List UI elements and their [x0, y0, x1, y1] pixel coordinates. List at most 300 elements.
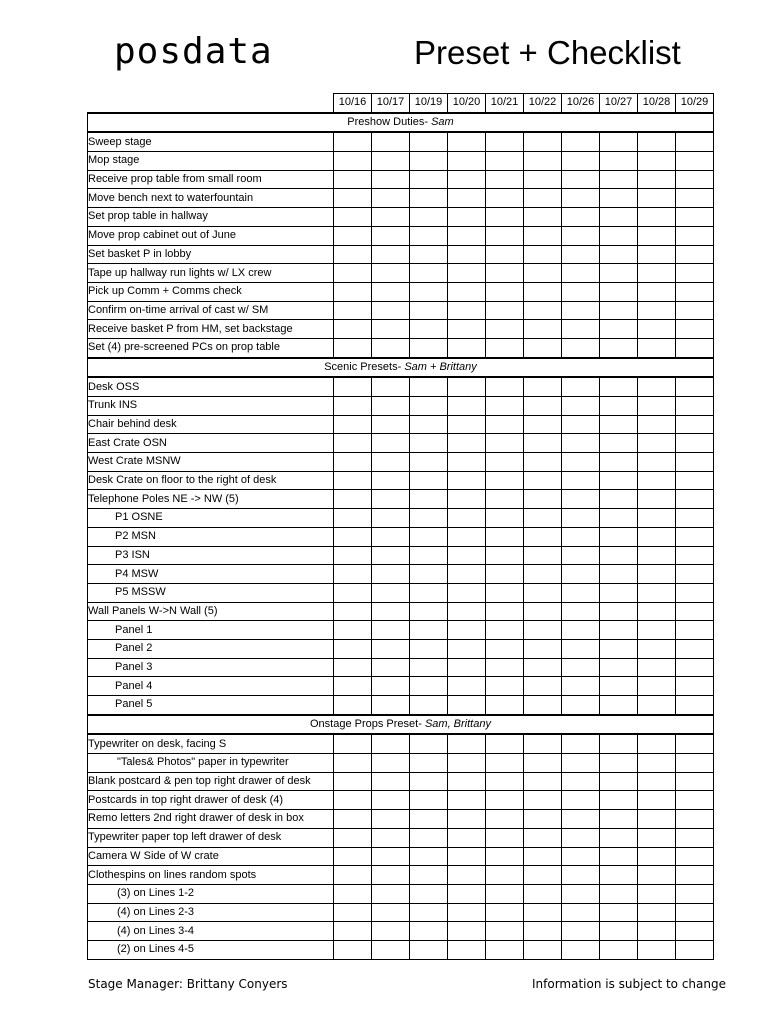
check-cell[interactable]: [372, 338, 410, 357]
check-cell[interactable]: [448, 677, 486, 696]
check-cell[interactable]: [676, 884, 714, 903]
check-cell[interactable]: [600, 226, 638, 245]
check-cell[interactable]: [334, 772, 372, 791]
check-cell[interactable]: [448, 282, 486, 301]
check-cell[interactable]: [676, 772, 714, 791]
check-cell[interactable]: [638, 546, 676, 565]
check-cell[interactable]: [372, 189, 410, 208]
check-cell[interactable]: [334, 565, 372, 584]
check-cell[interactable]: [524, 734, 562, 753]
check-cell[interactable]: [334, 734, 372, 753]
check-cell[interactable]: [486, 884, 524, 903]
check-cell[interactable]: [410, 189, 448, 208]
check-cell[interactable]: [448, 791, 486, 810]
check-cell[interactable]: [448, 527, 486, 546]
check-cell[interactable]: [676, 621, 714, 640]
check-cell[interactable]: [486, 377, 524, 396]
check-cell[interactable]: [334, 377, 372, 396]
check-cell[interactable]: [486, 415, 524, 434]
check-cell[interactable]: [372, 527, 410, 546]
check-cell[interactable]: [486, 772, 524, 791]
check-cell[interactable]: [600, 338, 638, 357]
check-cell[interactable]: [562, 696, 600, 715]
check-cell[interactable]: [334, 527, 372, 546]
check-cell[interactable]: [600, 208, 638, 227]
check-cell[interactable]: [676, 546, 714, 565]
check-cell[interactable]: [524, 527, 562, 546]
check-cell[interactable]: [600, 696, 638, 715]
check-cell[interactable]: [486, 677, 524, 696]
check-cell[interactable]: [486, 245, 524, 264]
check-cell[interactable]: [524, 245, 562, 264]
check-cell[interactable]: [600, 583, 638, 602]
check-cell[interactable]: [524, 264, 562, 283]
check-cell[interactable]: [638, 282, 676, 301]
check-cell[interactable]: [372, 940, 410, 959]
check-cell[interactable]: [562, 132, 600, 151]
check-cell[interactable]: [524, 226, 562, 245]
check-cell[interactable]: [638, 696, 676, 715]
check-cell[interactable]: [524, 828, 562, 847]
check-cell[interactable]: [562, 658, 600, 677]
check-cell[interactable]: [600, 453, 638, 472]
check-cell[interactable]: [638, 320, 676, 339]
check-cell[interactable]: [600, 320, 638, 339]
check-cell[interactable]: [410, 847, 448, 866]
check-cell[interactable]: [638, 658, 676, 677]
check-cell[interactable]: [448, 264, 486, 283]
check-cell[interactable]: [486, 208, 524, 227]
check-cell[interactable]: [448, 772, 486, 791]
check-cell[interactable]: [448, 338, 486, 357]
check-cell[interactable]: [562, 772, 600, 791]
check-cell[interactable]: [448, 301, 486, 320]
check-cell[interactable]: [676, 170, 714, 189]
check-cell[interactable]: [562, 677, 600, 696]
check-cell[interactable]: [372, 132, 410, 151]
check-cell[interactable]: [372, 301, 410, 320]
check-cell[interactable]: [600, 658, 638, 677]
check-cell[interactable]: [448, 810, 486, 829]
check-cell[interactable]: [448, 583, 486, 602]
check-cell[interactable]: [486, 583, 524, 602]
check-cell[interactable]: [562, 940, 600, 959]
check-cell[interactable]: [676, 490, 714, 509]
check-cell[interactable]: [600, 791, 638, 810]
check-cell[interactable]: [638, 490, 676, 509]
check-cell[interactable]: [448, 415, 486, 434]
check-cell[interactable]: [410, 810, 448, 829]
check-cell[interactable]: [486, 754, 524, 773]
check-cell[interactable]: [524, 791, 562, 810]
check-cell[interactable]: [486, 639, 524, 658]
check-cell[interactable]: [448, 320, 486, 339]
check-cell[interactable]: [448, 658, 486, 677]
check-cell[interactable]: [676, 434, 714, 453]
check-cell[interactable]: [638, 152, 676, 171]
check-cell[interactable]: [524, 583, 562, 602]
check-cell[interactable]: [486, 866, 524, 885]
check-cell[interactable]: [600, 490, 638, 509]
check-cell[interactable]: [448, 847, 486, 866]
check-cell[interactable]: [410, 301, 448, 320]
check-cell[interactable]: [676, 282, 714, 301]
check-cell[interactable]: [448, 509, 486, 528]
check-cell[interactable]: [410, 546, 448, 565]
check-cell[interactable]: [448, 734, 486, 753]
check-cell[interactable]: [372, 245, 410, 264]
check-cell[interactable]: [524, 546, 562, 565]
check-cell[interactable]: [600, 922, 638, 941]
check-cell[interactable]: [562, 320, 600, 339]
check-cell[interactable]: [600, 847, 638, 866]
check-cell[interactable]: [334, 509, 372, 528]
check-cell[interactable]: [638, 301, 676, 320]
check-cell[interactable]: [600, 397, 638, 416]
check-cell[interactable]: [676, 639, 714, 658]
check-cell[interactable]: [486, 152, 524, 171]
check-cell[interactable]: [676, 226, 714, 245]
check-cell[interactable]: [600, 940, 638, 959]
check-cell[interactable]: [372, 397, 410, 416]
check-cell[interactable]: [448, 170, 486, 189]
check-cell[interactable]: [410, 490, 448, 509]
check-cell[interactable]: [600, 434, 638, 453]
check-cell[interactable]: [486, 264, 524, 283]
check-cell[interactable]: [676, 903, 714, 922]
check-cell[interactable]: [486, 903, 524, 922]
check-cell[interactable]: [486, 397, 524, 416]
check-cell[interactable]: [600, 734, 638, 753]
check-cell[interactable]: [676, 583, 714, 602]
check-cell[interactable]: [638, 170, 676, 189]
check-cell[interactable]: [676, 453, 714, 472]
check-cell[interactable]: [372, 884, 410, 903]
check-cell[interactable]: [524, 208, 562, 227]
check-cell[interactable]: [600, 377, 638, 396]
check-cell[interactable]: [410, 245, 448, 264]
check-cell[interactable]: [638, 377, 676, 396]
check-cell[interactable]: [562, 170, 600, 189]
check-cell[interactable]: [410, 602, 448, 621]
check-cell[interactable]: [410, 940, 448, 959]
check-cell[interactable]: [676, 189, 714, 208]
check-cell[interactable]: [524, 866, 562, 885]
check-cell[interactable]: [486, 189, 524, 208]
check-cell[interactable]: [562, 922, 600, 941]
check-cell[interactable]: [334, 282, 372, 301]
check-cell[interactable]: [486, 170, 524, 189]
check-cell[interactable]: [372, 810, 410, 829]
check-cell[interactable]: [600, 282, 638, 301]
check-cell[interactable]: [486, 453, 524, 472]
check-cell[interactable]: [372, 471, 410, 490]
check-cell[interactable]: [524, 453, 562, 472]
check-cell[interactable]: [334, 940, 372, 959]
check-cell[interactable]: [638, 677, 676, 696]
check-cell[interactable]: [638, 226, 676, 245]
check-cell[interactable]: [600, 189, 638, 208]
check-cell[interactable]: [372, 847, 410, 866]
check-cell[interactable]: [334, 434, 372, 453]
check-cell[interactable]: [600, 677, 638, 696]
check-cell[interactable]: [448, 546, 486, 565]
check-cell[interactable]: [638, 602, 676, 621]
check-cell[interactable]: [676, 677, 714, 696]
check-cell[interactable]: [638, 621, 676, 640]
check-cell[interactable]: [410, 828, 448, 847]
check-cell[interactable]: [448, 490, 486, 509]
check-cell[interactable]: [600, 301, 638, 320]
check-cell[interactable]: [372, 639, 410, 658]
check-cell[interactable]: [638, 415, 676, 434]
check-cell[interactable]: [448, 621, 486, 640]
check-cell[interactable]: [372, 791, 410, 810]
check-cell[interactable]: [600, 471, 638, 490]
check-cell[interactable]: [410, 791, 448, 810]
check-cell[interactable]: [410, 754, 448, 773]
check-cell[interactable]: [410, 922, 448, 941]
check-cell[interactable]: [334, 658, 372, 677]
check-cell[interactable]: [600, 527, 638, 546]
check-cell[interactable]: [410, 696, 448, 715]
check-cell[interactable]: [334, 754, 372, 773]
check-cell[interactable]: [410, 658, 448, 677]
check-cell[interactable]: [410, 677, 448, 696]
check-cell[interactable]: [562, 208, 600, 227]
check-cell[interactable]: [410, 453, 448, 472]
check-cell[interactable]: [448, 152, 486, 171]
check-cell[interactable]: [524, 490, 562, 509]
check-cell[interactable]: [372, 434, 410, 453]
check-cell[interactable]: [334, 189, 372, 208]
check-cell[interactable]: [562, 791, 600, 810]
check-cell[interactable]: [448, 453, 486, 472]
check-cell[interactable]: [486, 847, 524, 866]
check-cell[interactable]: [676, 922, 714, 941]
check-cell[interactable]: [448, 377, 486, 396]
check-cell[interactable]: [676, 132, 714, 151]
check-cell[interactable]: [638, 639, 676, 658]
check-cell[interactable]: [372, 565, 410, 584]
check-cell[interactable]: [486, 490, 524, 509]
check-cell[interactable]: [486, 922, 524, 941]
check-cell[interactable]: [676, 810, 714, 829]
check-cell[interactable]: [600, 866, 638, 885]
check-cell[interactable]: [486, 527, 524, 546]
check-cell[interactable]: [524, 810, 562, 829]
check-cell[interactable]: [486, 696, 524, 715]
check-cell[interactable]: [448, 940, 486, 959]
check-cell[interactable]: [524, 922, 562, 941]
check-cell[interactable]: [334, 490, 372, 509]
check-cell[interactable]: [486, 471, 524, 490]
check-cell[interactable]: [676, 565, 714, 584]
check-cell[interactable]: [334, 453, 372, 472]
check-cell[interactable]: [600, 828, 638, 847]
check-cell[interactable]: [448, 565, 486, 584]
check-cell[interactable]: [562, 453, 600, 472]
check-cell[interactable]: [524, 471, 562, 490]
check-cell[interactable]: [486, 810, 524, 829]
check-cell[interactable]: [486, 621, 524, 640]
check-cell[interactable]: [334, 639, 372, 658]
check-cell[interactable]: [638, 866, 676, 885]
check-cell[interactable]: [372, 490, 410, 509]
check-cell[interactable]: [524, 677, 562, 696]
check-cell[interactable]: [486, 940, 524, 959]
check-cell[interactable]: [334, 415, 372, 434]
check-cell[interactable]: [334, 583, 372, 602]
check-cell[interactable]: [486, 301, 524, 320]
check-cell[interactable]: [334, 152, 372, 171]
check-cell[interactable]: [334, 397, 372, 416]
check-cell[interactable]: [600, 415, 638, 434]
check-cell[interactable]: [638, 772, 676, 791]
check-cell[interactable]: [638, 583, 676, 602]
check-cell[interactable]: [410, 132, 448, 151]
check-cell[interactable]: [334, 226, 372, 245]
check-cell[interactable]: [562, 903, 600, 922]
check-cell[interactable]: [334, 208, 372, 227]
check-cell[interactable]: [410, 471, 448, 490]
check-cell[interactable]: [600, 264, 638, 283]
check-cell[interactable]: [600, 602, 638, 621]
check-cell[interactable]: [486, 565, 524, 584]
check-cell[interactable]: [410, 226, 448, 245]
check-cell[interactable]: [334, 264, 372, 283]
check-cell[interactable]: [334, 471, 372, 490]
check-cell[interactable]: [600, 170, 638, 189]
check-cell[interactable]: [600, 639, 638, 658]
check-cell[interactable]: [562, 884, 600, 903]
check-cell[interactable]: [676, 377, 714, 396]
check-cell[interactable]: [524, 903, 562, 922]
check-cell[interactable]: [410, 509, 448, 528]
check-cell[interactable]: [524, 434, 562, 453]
check-cell[interactable]: [448, 434, 486, 453]
check-cell[interactable]: [562, 377, 600, 396]
check-cell[interactable]: [600, 772, 638, 791]
check-cell[interactable]: [334, 696, 372, 715]
check-cell[interactable]: [638, 922, 676, 941]
check-cell[interactable]: [638, 527, 676, 546]
check-cell[interactable]: [638, 338, 676, 357]
check-cell[interactable]: [410, 583, 448, 602]
check-cell[interactable]: [486, 282, 524, 301]
check-cell[interactable]: [638, 245, 676, 264]
check-cell[interactable]: [448, 245, 486, 264]
check-cell[interactable]: [410, 903, 448, 922]
check-cell[interactable]: [410, 434, 448, 453]
check-cell[interactable]: [676, 245, 714, 264]
check-cell[interactable]: [524, 338, 562, 357]
check-cell[interactable]: [562, 734, 600, 753]
check-cell[interactable]: [676, 940, 714, 959]
check-cell[interactable]: [372, 903, 410, 922]
check-cell[interactable]: [334, 245, 372, 264]
check-cell[interactable]: [486, 734, 524, 753]
check-cell[interactable]: [334, 903, 372, 922]
check-cell[interactable]: [562, 565, 600, 584]
check-cell[interactable]: [600, 546, 638, 565]
check-cell[interactable]: [562, 621, 600, 640]
check-cell[interactable]: [562, 226, 600, 245]
check-cell[interactable]: [372, 453, 410, 472]
check-cell[interactable]: [600, 509, 638, 528]
check-cell[interactable]: [486, 602, 524, 621]
check-cell[interactable]: [372, 621, 410, 640]
check-cell[interactable]: [486, 509, 524, 528]
check-cell[interactable]: [334, 847, 372, 866]
check-cell[interactable]: [562, 546, 600, 565]
check-cell[interactable]: [448, 884, 486, 903]
check-cell[interactable]: [562, 490, 600, 509]
check-cell[interactable]: [638, 884, 676, 903]
check-cell[interactable]: [486, 338, 524, 357]
check-cell[interactable]: [600, 903, 638, 922]
check-cell[interactable]: [448, 903, 486, 922]
check-cell[interactable]: [524, 602, 562, 621]
check-cell[interactable]: [638, 565, 676, 584]
check-cell[interactable]: [410, 338, 448, 357]
check-cell[interactable]: [676, 828, 714, 847]
check-cell[interactable]: [372, 320, 410, 339]
check-cell[interactable]: [372, 415, 410, 434]
check-cell[interactable]: [372, 866, 410, 885]
check-cell[interactable]: [600, 152, 638, 171]
check-cell[interactable]: [562, 245, 600, 264]
check-cell[interactable]: [524, 565, 562, 584]
check-cell[interactable]: [448, 754, 486, 773]
check-cell[interactable]: [410, 734, 448, 753]
check-cell[interactable]: [562, 282, 600, 301]
check-cell[interactable]: [524, 320, 562, 339]
check-cell[interactable]: [334, 884, 372, 903]
check-cell[interactable]: [410, 377, 448, 396]
check-cell[interactable]: [448, 639, 486, 658]
check-cell[interactable]: [334, 866, 372, 885]
check-cell[interactable]: [638, 791, 676, 810]
check-cell[interactable]: [410, 527, 448, 546]
check-cell[interactable]: [638, 754, 676, 773]
check-cell[interactable]: [638, 940, 676, 959]
check-cell[interactable]: [524, 301, 562, 320]
check-cell[interactable]: [410, 639, 448, 658]
check-cell[interactable]: [334, 132, 372, 151]
check-cell[interactable]: [638, 810, 676, 829]
check-cell[interactable]: [676, 696, 714, 715]
check-cell[interactable]: [676, 152, 714, 171]
check-cell[interactable]: [638, 828, 676, 847]
check-cell[interactable]: [676, 527, 714, 546]
check-cell[interactable]: [448, 828, 486, 847]
check-cell[interactable]: [410, 772, 448, 791]
check-cell[interactable]: [638, 509, 676, 528]
check-cell[interactable]: [372, 754, 410, 773]
check-cell[interactable]: [562, 397, 600, 416]
check-cell[interactable]: [372, 264, 410, 283]
check-cell[interactable]: [562, 189, 600, 208]
check-cell[interactable]: [524, 152, 562, 171]
check-cell[interactable]: [562, 583, 600, 602]
check-cell[interactable]: [638, 189, 676, 208]
check-cell[interactable]: [524, 639, 562, 658]
check-cell[interactable]: [372, 170, 410, 189]
check-cell[interactable]: [600, 810, 638, 829]
check-cell[interactable]: [676, 301, 714, 320]
check-cell[interactable]: [334, 320, 372, 339]
